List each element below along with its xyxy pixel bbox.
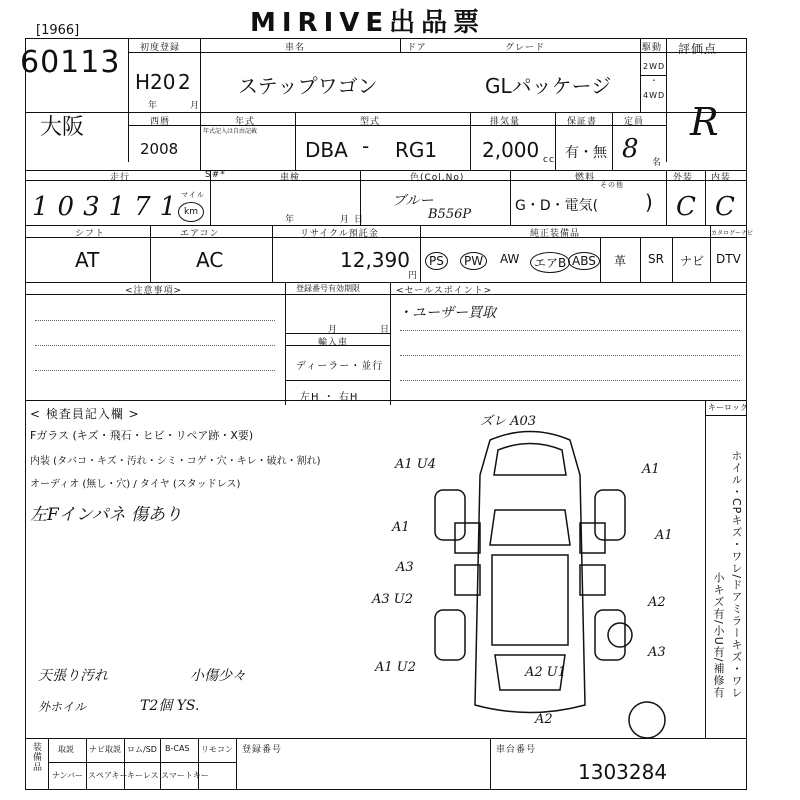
interior-value: C: [715, 192, 735, 222]
cc-unit: cc: [543, 155, 555, 165]
chassis-no: 1303284: [578, 760, 668, 784]
hand-note-5: T2個 YS.: [140, 698, 200, 714]
equip-leather: 革: [614, 254, 627, 268]
equip-aw: AW: [500, 252, 520, 266]
keylock-label: キーロック: [708, 403, 748, 412]
grade-label: グレード: [505, 43, 546, 53]
fuel-value: G・D・電気(: [515, 198, 599, 214]
shaken-day: 日: [354, 215, 365, 225]
color-label: 色(Col.No): [410, 173, 465, 183]
reg-expiry-month: 月: [328, 325, 339, 335]
catalog-label: カタログーナビ: [711, 230, 754, 237]
equip-navi: ナビ: [680, 254, 705, 268]
lot-year: [1966]: [36, 23, 80, 38]
equip-ps: PS: [425, 252, 448, 270]
chassis-no-label: 車台番号: [496, 745, 537, 755]
import-value: ディーラー・並行: [296, 361, 384, 372]
bottom-equip: リモコン: [201, 745, 233, 754]
model-prefix: DBA: [305, 138, 348, 162]
capacity-label: 定員: [624, 117, 645, 127]
hand-note-1: 左Fインパネ 傷あり: [30, 505, 183, 525]
shaken-month: 月: [340, 215, 351, 225]
mileage-unit-alt: マイル: [181, 191, 205, 199]
equip-airbag: エアB: [530, 252, 570, 273]
nenshiki-label: 年式: [235, 117, 256, 127]
aircon-value: AC: [196, 248, 224, 272]
import-label: 輸入車: [318, 338, 349, 348]
grade-value: GLパッケージ: [485, 74, 612, 98]
damage-mark: A1 U4: [395, 457, 437, 472]
damage-mark: A1: [392, 520, 410, 535]
damage-mark: A3: [648, 645, 666, 660]
equip-section-label: 装備品: [31, 742, 41, 772]
first-reg-month: 2: [178, 70, 191, 94]
door-label: ドア: [407, 43, 427, 53]
page-title: MIRIVE出品票: [250, 8, 486, 38]
bottom-equip: ナンバー: [52, 771, 84, 780]
side-labels: ホイル・CPキズ・ワレ/ドアミラーキズ・ワレ: [730, 450, 743, 700]
first-reg-label: 初度登録: [140, 43, 181, 53]
damage-mark: A2: [535, 712, 553, 727]
damage-mark: A3: [396, 560, 414, 575]
year-unit: 年: [148, 101, 159, 111]
bottom-equip: ロム/SD: [127, 745, 157, 754]
mileage-value: 103171: [32, 192, 186, 222]
inspector-label: < 検査員記入欄 >: [30, 407, 140, 421]
drive-label: 駆動: [642, 43, 663, 53]
location: 大阪: [40, 115, 85, 140]
capacity-value: 8: [622, 134, 639, 164]
notes-label: <注意事項>: [125, 286, 183, 296]
drive-4wd: 4WD: [643, 91, 666, 100]
damage-mark: A2 U1: [525, 665, 567, 680]
equip-sr: SR: [648, 252, 664, 266]
hand-note-3: 小傷少々: [190, 668, 246, 684]
color-value: ブルー: [392, 193, 434, 209]
seireki-label: 西暦: [150, 117, 171, 127]
fuel-other-label: その他: [600, 181, 624, 189]
color-code: B556P: [428, 207, 472, 222]
fuel-label: 燃料: [575, 173, 596, 183]
recycle-label: リサイクル預託金: [300, 229, 379, 239]
nenshiki-note: 年式記入は自由記載: [203, 128, 258, 135]
displacement-value: 2,000: [482, 138, 540, 162]
model-dash: -: [362, 134, 370, 158]
damage-mark: A3 U2: [372, 592, 414, 607]
mileage-unit: km: [178, 202, 204, 222]
bottom-equip: キーレス: [127, 771, 159, 780]
capacity-unit: 名: [652, 158, 663, 168]
shaken-year: 年: [285, 215, 296, 225]
shaken-label: 車検: [280, 173, 301, 183]
yen-unit: 円: [408, 271, 419, 281]
exterior-label: 外装: [673, 173, 694, 183]
seireki-value: 2008: [140, 140, 179, 158]
exterior-value: C: [676, 192, 696, 222]
bottom-equip: スマートキー: [161, 771, 209, 780]
equip-dtv: DTV: [716, 252, 741, 266]
equip-abs: ABS: [568, 252, 600, 270]
hand-note-2: 天張り汚れ: [38, 668, 108, 684]
car-name-label: 車名: [285, 43, 306, 53]
reg-expiry-day: 日: [380, 325, 391, 335]
lot-number: 60113: [20, 45, 121, 80]
sales-point-label: <セールスポイント>: [396, 286, 493, 296]
first-reg-year: H20: [135, 70, 176, 94]
drive-2wd: 2WD: [643, 62, 666, 71]
bottom-equip: B-CAS: [165, 744, 190, 753]
audio-line: オーディオ (無し・穴) / タイヤ (スタッドレス): [30, 479, 241, 490]
reg-no-label: 登録番号: [242, 745, 283, 755]
damage-mark: A1: [642, 462, 660, 477]
warranty-label: 保証書: [567, 117, 598, 127]
handle-value: 左H ・ 右H: [300, 392, 359, 403]
interior-line: 内装 (タバコ・キズ・汚れ・シミ・コゲ・穴・キレ・破れ・割れ): [30, 456, 321, 467]
damage-mark: A2: [648, 595, 666, 610]
fuel-close: ): [645, 190, 653, 214]
aircon-label: エアコン: [180, 229, 220, 239]
score-value: R: [690, 100, 719, 144]
fglass-line: Fガラス (キズ・飛石・ヒビ・リペア跡・X要): [30, 429, 254, 442]
car-name: ステップワゴン: [238, 74, 378, 98]
model-code: RG1: [395, 138, 438, 162]
equip-pw: PW: [460, 252, 487, 270]
model-label: 型式: [360, 117, 381, 127]
bottom-equip: スペアキー: [88, 771, 128, 780]
equip-header: 純正装備品: [530, 229, 581, 239]
recycle-value: 12,390: [340, 248, 410, 272]
damage-mark: A1 U2: [375, 660, 417, 675]
displacement-label: 排気量: [490, 117, 521, 127]
warranty-value: 有・無: [565, 145, 607, 161]
bottom-equip: 取説: [58, 745, 74, 754]
reg-expiry-label: 登録番号有効期限: [296, 284, 360, 293]
bottom-equip: ナビ取説: [89, 745, 121, 754]
interior-label: 内装: [711, 173, 732, 183]
damage-mark: ズレ A03: [480, 414, 537, 429]
drive-dot: ・: [650, 76, 659, 85]
shift-value: AT: [75, 248, 100, 272]
month-unit: 月: [190, 101, 201, 111]
damage-mark: A1: [655, 528, 673, 543]
meter-label: S#*: [205, 170, 226, 180]
side-labels-2: 小キズ有/小U有/補修有: [712, 572, 725, 699]
mileage-label: 走行: [110, 173, 131, 183]
score-label: 評価点: [678, 42, 718, 56]
sales-note: ・ユーザー買取: [398, 305, 496, 321]
hand-note-4: 外ホイル: [38, 700, 87, 714]
shift-label: シフト: [75, 229, 106, 239]
